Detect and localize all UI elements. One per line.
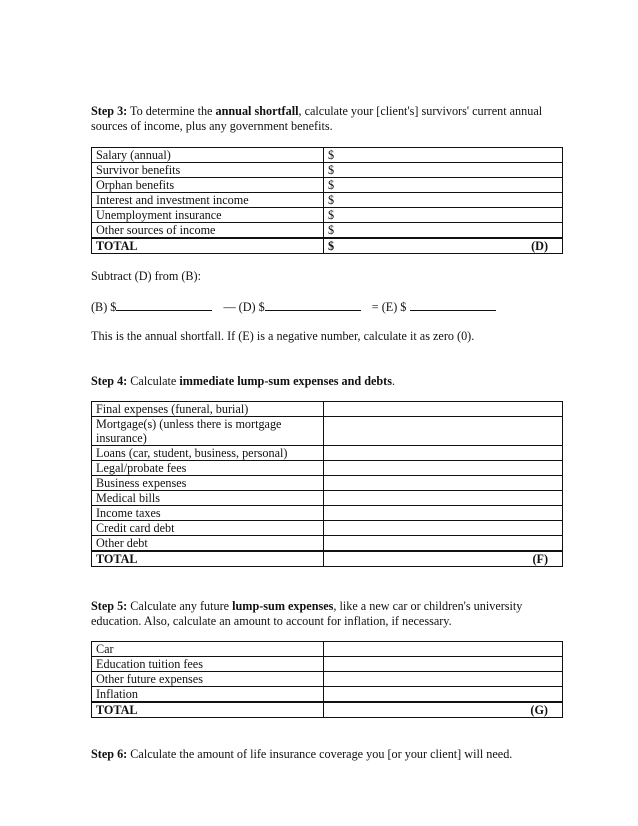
- step4-amount-cell[interactable]: [324, 476, 563, 491]
- step4-item-label: Final expenses (funeral, burial): [92, 402, 324, 417]
- step4-expenses-table: [91, 401, 563, 567]
- step5-intro: Step 5: Calculate any future lump-sum expenses, like a new car or children's university education. Also, calculate an amount to account for inflation, if necessary.: [91, 599, 523, 628]
- shortfall-note: This is the annual shortfall. If (E) is a negative number, calculate it as zero (0).: [91, 329, 475, 343]
- formula-d-blank[interactable]: [265, 299, 361, 311]
- step4-item-label: Loans (car, student, business, personal): [92, 446, 324, 461]
- step4-row: [92, 402, 563, 417]
- step5-item-label: Car: [92, 642, 324, 657]
- step3-total-row: [92, 238, 563, 254]
- step5-label: Step 5:: [91, 599, 128, 613]
- step4-item-label: Credit card debt: [92, 521, 324, 536]
- step3-item-label: Orphan benefits: [92, 178, 324, 193]
- step3-income-table: [91, 147, 563, 254]
- step5-total-row: [92, 702, 563, 718]
- step5-amount-cell[interactable]: [324, 657, 563, 672]
- step3-amount-cell[interactable]: $: [324, 163, 563, 178]
- step4-amount-cell[interactable]: [324, 536, 563, 552]
- step4-bold-term: immediate lump-sum expenses and debts: [179, 374, 392, 388]
- step3-item-label: Unemployment insurance: [92, 208, 324, 223]
- step4-row: [92, 417, 563, 446]
- step3-row: [92, 163, 563, 178]
- step5-item-label: Other future expenses: [92, 672, 324, 687]
- step3-row: [92, 223, 563, 239]
- step4-item-label: Mortgage(s) (unless there is mortgage insurance): [92, 417, 324, 446]
- step3-row: [92, 193, 563, 208]
- step3-total-label: TOTAL: [92, 238, 324, 254]
- step4-item-label: Other debt: [92, 536, 324, 552]
- step4-item-label: Legal/probate fees: [92, 461, 324, 476]
- step5-amount-cell[interactable]: [324, 642, 563, 657]
- step4-row: [92, 536, 563, 552]
- step3-amount-cell[interactable]: $: [324, 178, 563, 193]
- step3-amount-cell[interactable]: $: [324, 193, 563, 208]
- step4-intro: Step 4: Calculate immediate lump-sum expenses and debts.: [91, 374, 396, 388]
- step6-label: Step 6:: [91, 747, 128, 761]
- step3-intro: Step 3: To determine the annual shortfall, calculate your [client's] survivors' current annual sources of income, plus any government benefits.: [91, 104, 543, 133]
- step3-total-cell[interactable]: [324, 238, 563, 254]
- step4-row: [92, 476, 563, 491]
- step4-total-label: TOTAL: [92, 551, 324, 567]
- step4-item-label: Medical bills: [92, 491, 324, 506]
- step4-amount-cell[interactable]: [324, 461, 563, 476]
- formula-e-label: = (E) $: [371, 300, 407, 314]
- step4-row: [92, 521, 563, 536]
- step4-amount-cell[interactable]: [324, 446, 563, 461]
- step3-total-code: (D): [531, 239, 548, 253]
- step3-row: [92, 208, 563, 223]
- step3-item-label: Interest and investment income: [92, 193, 324, 208]
- step4-total-row: [92, 551, 563, 567]
- step5-future-expenses-table: [91, 641, 563, 718]
- formula-b-label: (B) $: [91, 300, 117, 314]
- step4-total-cell[interactable]: (F): [324, 551, 563, 567]
- step4-label: Step 4:: [91, 374, 128, 388]
- step4-row: [92, 506, 563, 521]
- step3-total-dollar: $: [328, 239, 335, 253]
- step4-row: [92, 446, 563, 461]
- step5-total-cell[interactable]: (G): [324, 702, 563, 718]
- step5-row: [92, 657, 563, 672]
- step3-row: [92, 178, 563, 193]
- step5-item-label: Inflation: [92, 687, 324, 703]
- step3-row: [92, 148, 563, 163]
- step3-item-label: Survivor benefits: [92, 163, 324, 178]
- step5-total-label: TOTAL: [92, 702, 324, 718]
- step3-amount-cell[interactable]: $: [324, 223, 563, 239]
- step6-text: Step 6: Calculate the amount of life insurance coverage you [or your client] will need.: [91, 747, 513, 761]
- step5-row: [92, 687, 563, 703]
- step5-amount-cell[interactable]: [324, 687, 563, 703]
- formula-b-blank[interactable]: [116, 299, 212, 311]
- step4-item-label: Income taxes: [92, 506, 324, 521]
- step3-amount-cell[interactable]: $: [324, 208, 563, 223]
- shortfall-formula: [91, 299, 551, 315]
- step4-row: [92, 461, 563, 476]
- step3-item-label: Salary (annual): [92, 148, 324, 163]
- step5-item-label: Education tuition fees: [92, 657, 324, 672]
- step5-row: [92, 642, 563, 657]
- step5-amount-cell[interactable]: [324, 672, 563, 687]
- step4-item-label: Business expenses: [92, 476, 324, 491]
- formula-e-blank[interactable]: [410, 299, 496, 311]
- step3-item-label: Other sources of income: [92, 223, 324, 239]
- step5-bold-term: lump-sum expenses: [232, 599, 334, 613]
- step4-amount-cell[interactable]: [324, 521, 563, 536]
- step4-amount-cell[interactable]: [324, 417, 563, 446]
- step3-bold-term: annual shortfall: [215, 104, 299, 118]
- subtract-instruction: Subtract (D) from (B):: [91, 269, 201, 283]
- step5-row: [92, 672, 563, 687]
- formula-d-label: — (D) $: [223, 300, 265, 314]
- step4-amount-cell[interactable]: [324, 491, 563, 506]
- step3-amount-cell[interactable]: $: [324, 148, 563, 163]
- step3-label: Step 3:: [91, 104, 128, 118]
- step4-row: [92, 491, 563, 506]
- step4-amount-cell[interactable]: [324, 402, 563, 417]
- step4-amount-cell[interactable]: [324, 506, 563, 521]
